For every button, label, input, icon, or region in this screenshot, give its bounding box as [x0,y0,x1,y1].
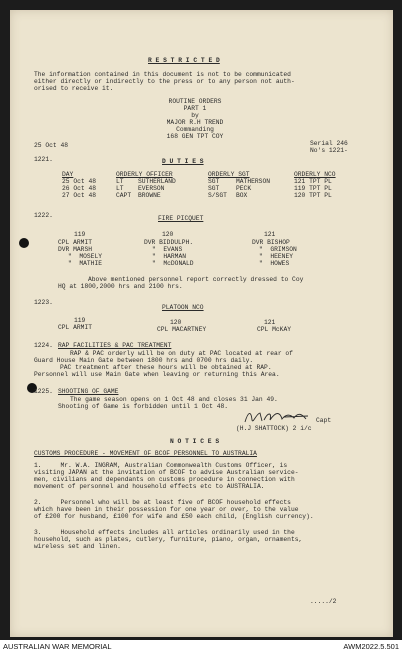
item-1224: 1224. [34,342,53,349]
notice-para-1-line: 1. Mr. W.A. INGRAM, Australian Commonwealth Customs Officer, is [34,462,288,469]
duties-sgt-rank: SGT [208,178,220,185]
duties-title: D U T I E S [162,158,204,165]
notice-para-2-line: 2. Personnel who will be at least five of BCOF household effects [34,499,291,506]
document-paper [10,10,393,637]
footer-institution: AUSTRALIAN WAR MEMORIAL [3,642,112,651]
fire-picquet-title: FIRE PICQUET [158,215,204,222]
heading-line-5: Commanding [176,126,214,133]
paf-line: Guard House Main Gate between 1800 hrs and 0700 hrs daily. [34,357,254,364]
platoon-nco-name: CPL MACARTNEY [157,326,207,333]
platoon-pl: 120 [170,319,182,326]
notice-para-3-line: 3. Household effects includes all articles ordinarily used in the [34,529,295,536]
restricted-header: R E S T R I C T E D [148,57,220,64]
heading-line-3: by [191,112,199,119]
platoon-nco-name: CPL McKAY [257,326,292,333]
fire-col-pl: 121 [264,231,276,238]
notice-para-1-line: men, civilians and dependants on customs procedure in connection with [34,476,295,483]
fire-name: " MOSELY [68,253,103,260]
paf-title: RAP FACILITIES & PAC TREATMENT [58,342,172,349]
duties-officer: SUTHERLAND [138,178,176,185]
duties-nco: 119 TPT PL [294,185,332,192]
platoon-nco-name: CPL ARMIT [58,324,93,331]
intro-line-1: The information contained in this document is not to be communicated [34,71,291,78]
fire-name: DVR BIDDULPH. [144,239,194,246]
platoon-nco-title: PLATOON NCO [162,304,204,311]
game-title: SHOOTING OF GAME [58,388,119,395]
heading-line-1: ROUTINE ORDERS [168,98,222,105]
notices-title: N O T I C E S [170,438,220,445]
fire-name: " GRIMSON [259,246,297,253]
duties-day: 25 Oct 48 [62,178,97,185]
serial-number: Serial 246 [310,140,348,147]
punch-hole-top [19,238,29,248]
fire-note-2: HQ at 1800,2000 hrs and 2100 hrs. [58,283,183,290]
duties-officer-rank: LT [116,178,124,185]
fire-name: DVR MARSH [58,246,93,253]
duties-header-day: DAY [62,171,74,178]
duties-header-sgt: ORDERLY SGT [208,171,250,178]
item-1225: 1225. [34,388,53,395]
intro-line-2: either directly or indirectly to the press or to any person not auth- [34,78,295,85]
duties-sgt-rank: SGT [208,185,220,192]
item-1222: 1222. [34,212,53,219]
game-line: Shooting of Game is forbidden until 1 Oct 48. [58,403,229,410]
duties-header-nco: ORDERLY NCO [294,171,336,178]
platoon-pl: 119 [74,317,86,324]
intro-line-3: orised to receive it. [34,85,114,92]
fire-name: DVR BISHOP [252,239,290,246]
notice-para-1-line: visiting JAPAN at the invitation of BCOF to advise Australian service- [34,469,299,476]
notice-para-3-line: household, such as plates, cutlery, furniture, piano, organ, ornaments, [34,536,303,543]
duties-nco: 121 TPT PL [294,178,332,185]
fire-note-1: Above mentioned personnel report correctly dressed to Coy [88,276,304,283]
duties-day: 27 Oct 48 [62,192,97,199]
duties-header-officer: ORDERLY OFFICER [116,171,173,178]
handwritten-signature [242,408,322,426]
paf-line: Personnel will use Main Gate when leaving or returning this Area. [34,371,280,378]
heading-line-6: 168 GEN TPT COY [166,133,224,140]
item-1223: 1223. [34,299,53,306]
paf-line: PAC treatment after these hours will be obtained at RAP. [60,364,272,371]
platoon-pl: 121 [264,319,276,326]
notice-para-2-line: of £200 for husband, £100 for wife and £50 each child, (English currency). [34,513,314,520]
archive-footer [0,640,402,653]
duties-sgt-rank: S/SGT [208,192,227,199]
fire-name: " HARMAN [152,253,187,260]
page-continuation: ...../2 [310,598,337,605]
signatory-name: (H.J SHATTOCK) 2 i/c [236,425,312,432]
game-line: The game season opens on 1 Oct 48 and closes 31 Jan 49. [70,396,278,403]
heading-line-2: PART 1 [183,105,207,112]
signatory-rank: Capt [316,417,332,424]
notice-para-2-line: which have been in their possession for one year or over, to the value [34,506,299,513]
duties-sgt: MATHERSON [236,178,271,185]
fire-col-pl: 120 [162,231,174,238]
fire-name: " HEENEY [259,253,294,260]
duties-officer: EVERSON [138,185,165,192]
paf-line: RAP & PAC orderly will be on duty at PAC located at rear of [70,350,293,357]
fire-col-pl: 119 [74,231,86,238]
heading-line-4: MAJOR R.H TREND [166,119,224,126]
order-numbers: No's 1221- [310,147,348,154]
duties-sgt: PECK [236,185,252,192]
duties-sgt: BOX [236,192,248,199]
fire-name: CPL ARMIT [58,239,93,246]
fire-name: " HOWES [259,260,290,267]
footer-accession-number: AWM2022.5.501 [343,642,399,651]
duties-nco: 120 TPT PL [294,192,332,199]
duties-officer-rank: CAPT [116,192,132,199]
duties-officer: BROWNE [138,192,161,199]
fire-name: " MATHIE [68,260,103,267]
notice-para-3-line: wireless set and linen. [34,543,121,550]
item-1221: 1221. [34,156,53,163]
document-date: 25 Oct 48 [34,142,69,149]
fire-name: " McDONALD [152,260,194,267]
duties-officer-rank: LT [116,185,124,192]
notice-para-1-line: movement of personnel and household effects etc to AUSTRALIA. [34,483,265,490]
duties-day: 26 Oct 48 [62,185,97,192]
fire-name: " EVANS [152,246,183,253]
customs-title: CUSTOMS PROCEDURE - MOVEMENT OF BCOF PERSONNEL TO AUSTRALIA [34,450,257,457]
